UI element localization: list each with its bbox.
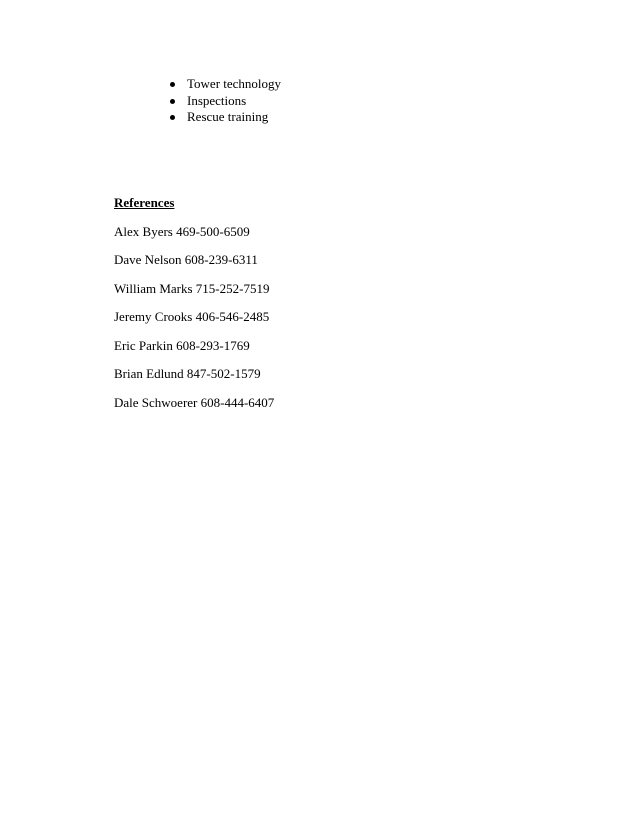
bullet-text: Inspections xyxy=(187,92,247,108)
reference-entry: Dale Schwoerer 608-444-6407 xyxy=(114,395,275,411)
bullet-item xyxy=(170,76,281,93)
bullet-dot-icon xyxy=(170,99,175,104)
bullet-dot-icon xyxy=(170,82,175,87)
skills-bullet-list xyxy=(170,76,281,126)
references-section xyxy=(114,195,274,424)
references-heading: References xyxy=(114,195,175,210)
bullet-item xyxy=(170,109,281,126)
bullet-item xyxy=(170,93,281,110)
reference-entry: Brian Edlund 847-502-1579 xyxy=(114,366,261,382)
bullet-text: Tower technology xyxy=(187,76,282,91)
bullet-dot-icon xyxy=(170,115,175,120)
reference-entry: Eric Parkin 608-293-1769 xyxy=(114,337,250,353)
reference-entry: Jeremy Crooks 406-546-2485 xyxy=(114,309,270,325)
reference-entry: Dave Nelson 608-239-6311 xyxy=(114,252,258,268)
bullet-text: Rescue training xyxy=(187,109,269,124)
reference-entry: William Marks 715-252-7519 xyxy=(114,280,270,296)
reference-entry: Alex Byers 469-500-6509 xyxy=(114,223,250,239)
